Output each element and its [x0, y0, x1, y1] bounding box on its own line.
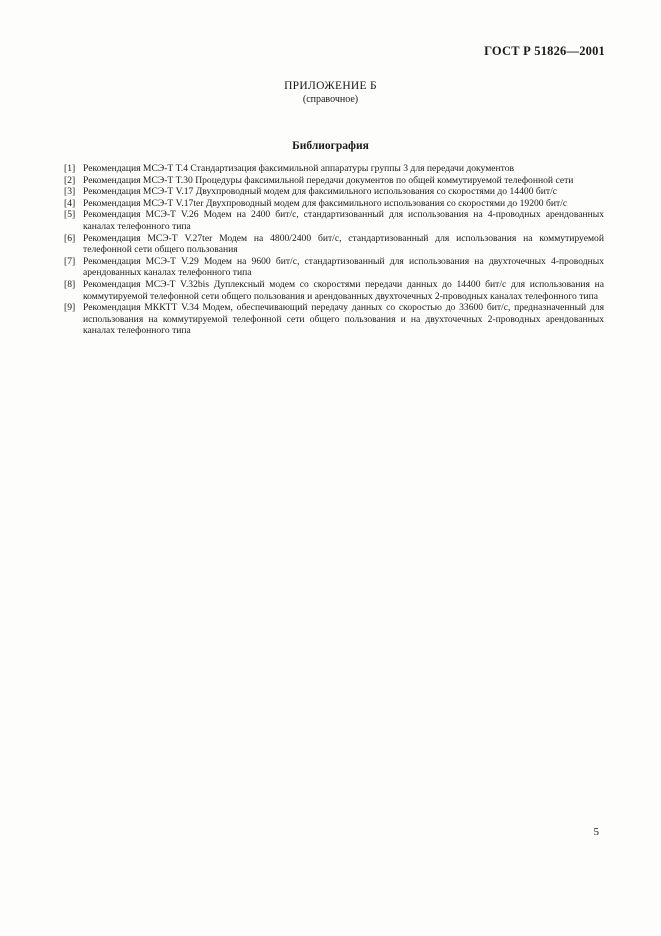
- appendix-title: ПРИЛОЖЕНИЕ Б: [284, 80, 377, 92]
- item-text: Рекомендация МСЭ-Т V.26 Модем на 2400 бит/с, стандартизованный для использования на 4-проводных арендованных каналах телефонного типа: [83, 209, 604, 232]
- item-number: [9]: [64, 302, 76, 314]
- appendix-heading: [0, 79, 661, 106]
- bibliography-list: [64, 163, 604, 337]
- bibliography-item: [64, 186, 604, 198]
- document-code: ГОСТ Р 51826—2001: [484, 44, 605, 58]
- item-number: [5]: [64, 209, 76, 221]
- bibliography-item: [64, 163, 604, 175]
- bibliography-item: [64, 198, 604, 210]
- item-number: [6]: [64, 232, 76, 244]
- item-number: [7]: [64, 255, 76, 267]
- item-number: [1]: [64, 163, 76, 174]
- item-number: [4]: [64, 197, 76, 209]
- bibliography-item: [64, 233, 604, 256]
- item-number: [3]: [64, 186, 76, 198]
- bibliography-item: [64, 279, 604, 302]
- item-text: Рекомендация МСЭ-Т V.29 Модем на 9600 бит/с, стандартизованный для использования на двухточечных 4-проводных арендованных каналах телефонного типа: [83, 255, 604, 279]
- item-text: Рекомендация МСЭ-Т T.30 Процедуры факсимильной передачи документов по общей коммутируемой телефонной сети: [83, 174, 574, 186]
- page-number: 5: [593, 826, 599, 838]
- item-number: [2]: [64, 174, 76, 186]
- item-text: Рекомендация МСЭ-Т V.32bis Дуплексный модем со скоростями передачи данных до 14400 бит/с для использования на коммутируемой телефонной сети общего пользования и арендованных двухточечных 2-проводных каналах телефонного типа: [83, 278, 604, 302]
- item-text: Рекомендация МСЭ-Т V.17ter Двухпроводный модем для факсимильного использования со скоростями до 19200 бит/с: [83, 197, 568, 209]
- bibliography-title: Библиография: [292, 140, 369, 152]
- bibliography-item: [64, 209, 604, 232]
- appendix-subtitle: (справочное): [302, 94, 359, 105]
- item-number: [8]: [64, 278, 76, 290]
- bibliography-item: [64, 302, 604, 337]
- bibliography-item: [64, 175, 604, 187]
- item-text: Рекомендация МККТТ V.34 Модем, обеспечивающий передачу данных со скоростью до 33600 бит/с, предназначенный для использования на коммутируемой телефонной сети общего пользования и на двухточечных 2-проводных арендованных каналах телефонного типа: [83, 302, 604, 337]
- item-text: Рекомендация МСЭ-Т T.4 Стандартизация факсимильной аппаратуры группы 3 для передачи документов: [83, 163, 515, 174]
- item-text: Рекомендация МСЭ-Т V.17 Двухпроводный модем для факсимильного использования со скоростями до 14400 бит/с: [83, 186, 558, 198]
- item-text: Рекомендация МСЭ-Т V.27ter Модем на 4800/2400 бит/с, стандартизованный для использования на коммутируемой телефонной сети общего пользования: [83, 232, 604, 256]
- bibliography-item: [64, 256, 604, 279]
